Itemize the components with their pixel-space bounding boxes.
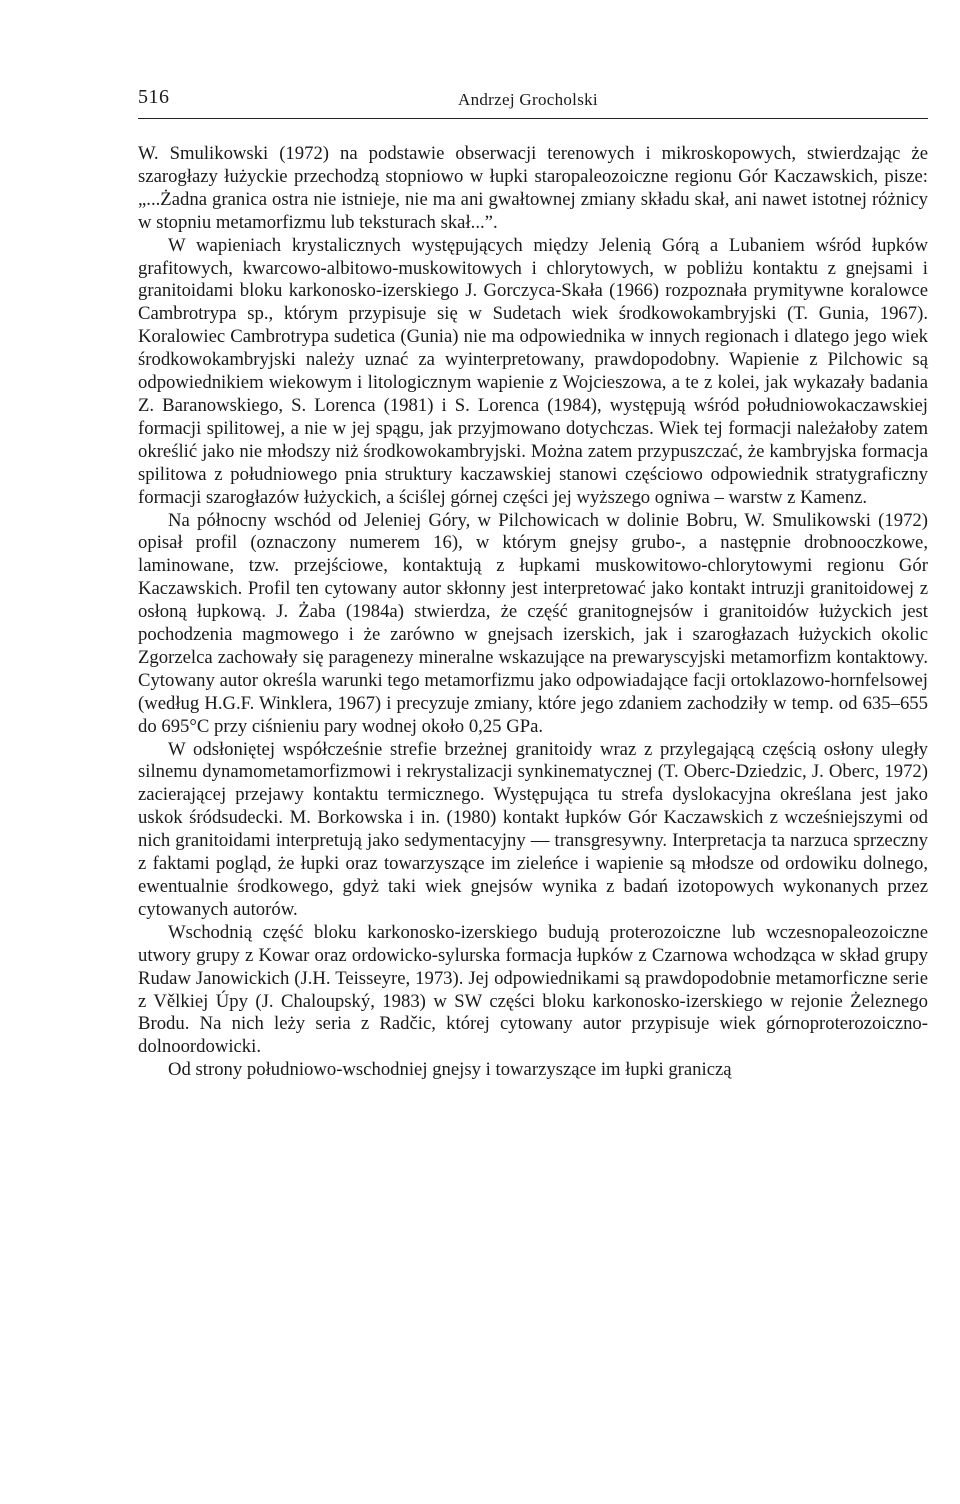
running-author: Andrzej Grocholski (458, 90, 598, 109)
running-header (138, 86, 928, 119)
page-number: 516 (138, 86, 170, 108)
paragraph: Od strony południowo-wschodniej gnejsy i towarzyszące im łupki graniczą (168, 1059, 732, 1081)
paragraph: W odsłoniętej współcześnie strefie brzeżnej granitoidy wraz z przylegającą częścią osłony uległy silnemu dynamometamorfizmowi i rekrystalizacji synkinematycznej (T. Oberc-Dziedzic, J. Oberc, 1972) zacierającej przejawy kontaktu termicznego. Występująca tu strefa dyslokacyjna określana jest jako uskok śródsudecki. M. Borkowska i in. (1980) kontakt łupków Gór Kaczawskich z wcześniejszymi od nich granitoidami interpretują jako sedymentacyjny — transgresywny. Interpretacja ta narzuca sprzeczny z faktami pogląd, że łupki oraz towarzyszące im zieleńce i wapienie są młodsze od ordowiku dolnego, ewentualnie środkowego, gdyż taki wiek gnejsów wynika z badań izotopowych wykonanych przez cytowanych autorów. (138, 738, 928, 920)
paragraph: Na północny wschód od Jeleniej Góry, w Pilchowicach w dolinie Bobru, W. Smulikowski (1972) opisał profil (oznaczony numerem 16), w którym gnejsy grubo-, a następnie drobnooczkowe, laminowane, tzw. przejściowe, kontaktują z łupkami muskowitowo-chlorytowymi regionu Gór Kaczawskich. Profil ten cytowany autor skłonny jest interpretować jako kontakt intruzji granitoidowej z osłoną łupkową. J. Żaba (1984a) stwierdza, że część granitognejsów i granitoidów łużyckich jest pochodzenia magmowego i że zarówno w gnejsach izerskich, jak i szarogłazach łużyckich okolic Zgorzelca zachowały się paragenezy mineralne wskazujące na prewaryscyjski metamorfizm kontaktowy. Cytowany autor określa warunki tego metamorfizmu jako odpowiadające facji ortoklazowo-hornfelsowej (według H.G.F. Winklera, 1967) i precyzuje zmiany, które jego zdaniem zachodziły w temp. od 635–655 do 695°C przy ciśnieniu pary wodnej około 0,25 GPa. (138, 509, 928, 737)
paragraph: W wapieniach krystalicznych występujących między Jelenią Górą a Lubaniem wśród łupków grafitowych, kwarcowo-albitowo-muskowitowych i chlorytowych, w pobliżu kontaktu z gnejsami i granitoidami bloku karkonosko-izerskiego J. Gorczyca-Skała (1966) rozpoznała prymitywne koralowce Cambrotrypa sp., którym przypisuje się w Sudetach wiek środkowokambryjski (T. Gunia, 1967). Koralowiec Cambrotrypa sudetica (Gunia) nie ma odpowiednika w innych regionach i dlatego jego wiek środkowokambryjski należy uznać za wyinterpretowany, prawdopodobny. Wapienie z Pilchowic są odpowiednikiem wiekowym i litologicznym wapienie z Wojcieszowa, a te z kolei, jak wykazały badania Z. Baranowskiego, S. Lorenca (1981) i S. Lorenca (1984), występują wśród południowokaczawskiej formacji spilitowej, a nie w jej spągu, jak przyjmowano dotychczas. Wiek tej formacji należałoby zatem określić jako nie młodszy niż środkowokambryjski. Można zatem przypuszczać, że kambryjska formacja spilitowa z południowego pnia struktury kaczawskiej stanowi częściowo odpowiednik stratygraficzny formacji szarogłazów łużyckich, a ściślej górnej części jej wyższego ogniwa – warstw z Kamenz. (138, 234, 928, 508)
paragraph: W. Smulikowski (1972) na podstawie obserwacji terenowych i mikroskopowych, stwierdzając że szarogłazy łużyckie przechodzą stopniowo w łupki staropaleozoiczne regionu Gór Kaczawskich, pisze: „...Żadna granica ostra nie istnieje, nie ma ani gwałtownej zmiany składu skał, ani nawet istotnej różnicy w stopniu metamorfizmu lub teksturach skał...”. (138, 143, 928, 233)
paragraph: Wschodnią część bloku karkonosko-izerskiego budują proterozoiczne lub wczesnopaleozoiczne utwory grupy z Kowar oraz ordowicko-sylurska formacja łupków z Czarnowa wchodząca w skład grupy Rudaw Janowickich (J.H. Teisseyre, 1973). Jej odpowiednikami są prawdopodobnie metamorficzne serie z Vělkiej Úpy (J. Chaloupský, 1983) w SW części bloku karkonosko-izerskiego w rejonie Żeleznego Brodu. Na nich leży seria z Radčic, której cytowany autor przypisuje wiek górnoproterozoiczno-dolnoordowicki. (138, 921, 928, 1058)
body-text (138, 143, 928, 1082)
